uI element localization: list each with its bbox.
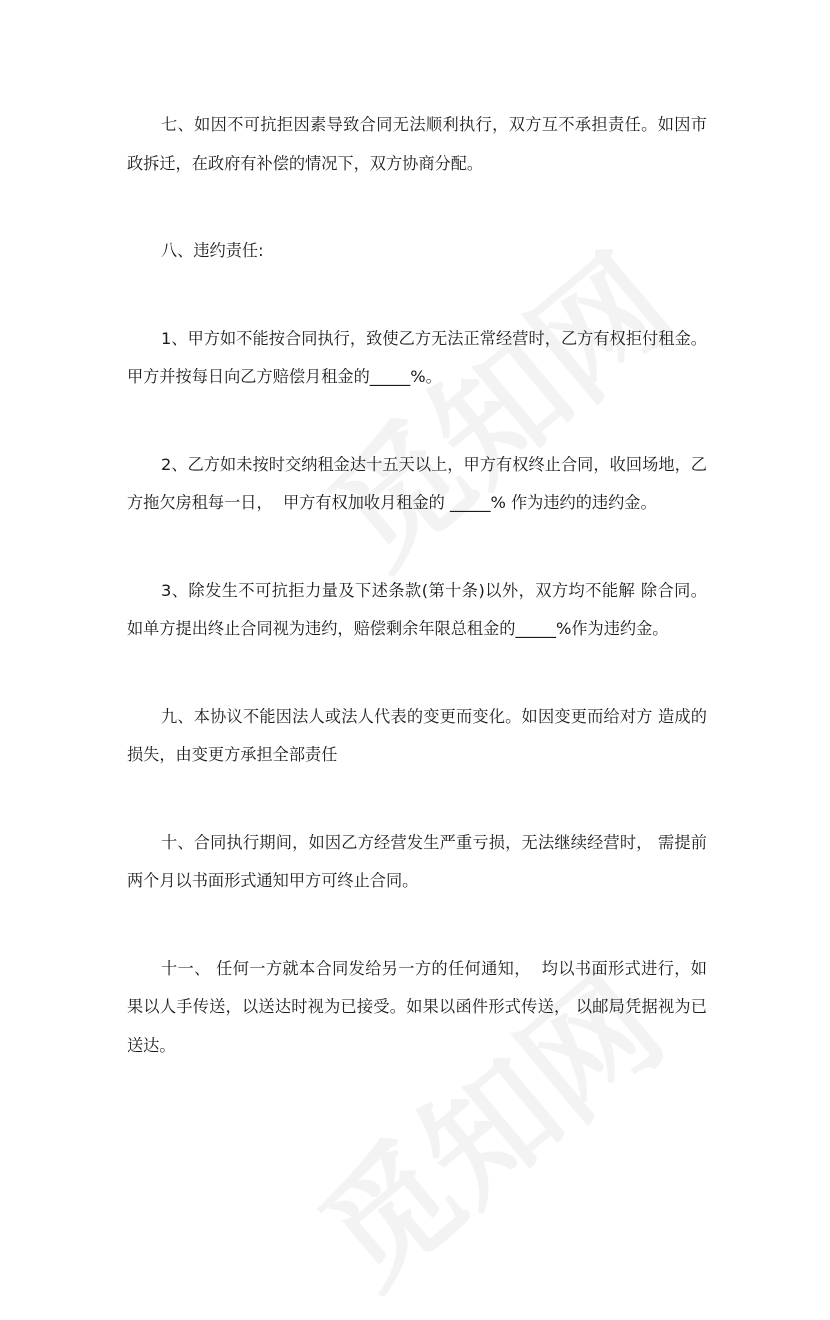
clause-7: 七、如因不可抗拒因素导致合同无法顺利执行，双方互不承担责任。如因市政拆迁，在政府有补偿的情况下，双方协商分配。 (127, 115, 707, 173)
clause-8-heading: 八、违约责任: (161, 241, 264, 260)
document-body (127, 106, 707, 1114)
clause-10: 十、合同执行期间，如因乙方经营发生严重亏损，无法继续经营时， 需提前两个月以书面形式通知甲方可终止合同。 (127, 832, 707, 890)
clause-9: 九、本协议不能因法人或法人代表的变更而变化。如因变更而给对方 造成的损失，由变更方承担全部责任 (127, 706, 707, 764)
clause-11: 十一、 任何一方就本合同发给另一方的任何通知， 均以书面形式进行，如果以人手传送，以送达时视为已接受。如果以函件形式传送， 以邮局凭据视为已送达。 (127, 958, 707, 1055)
clause-8-item-3: 3、除发生不可抗拒力量及下述条款(第十条)以外，双方均不能解 除合同。如单方提出终止合同视为违约，赔偿剩余年限总租金的_____%作为违约金。 (127, 580, 707, 638)
clause-8-item-2: 2、乙方如未按时交纳租金达十五天以上，甲方有权终止合同，收回场地，乙方拖欠房租每一日， 甲方有权加收月租金的 _____% 作为违约的违约金。 (127, 454, 707, 512)
clause-8-item-1: 1、甲方如不能按合同执行，致使乙方无法正常经营时，乙方有权拒付租金。甲方并按每日向乙方赔偿月租金的_____%。 (127, 328, 707, 386)
